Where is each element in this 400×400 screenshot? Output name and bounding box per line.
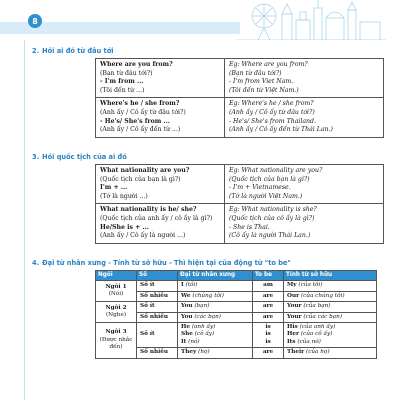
- table-row: [96, 348, 377, 358]
- person-name: Ngôi 2: [105, 304, 127, 311]
- column-header: To be: [253, 271, 284, 281]
- pattern-cell: [96, 59, 225, 98]
- possessive-cell: [284, 348, 377, 358]
- question-text: What nationality are you?: [100, 167, 190, 174]
- example-translation: (Tôi đến từ Việt Nam.): [229, 86, 299, 94]
- pronoun-cell: [178, 302, 253, 312]
- section-2-table: [95, 58, 384, 138]
- pronoun-vi: (họ): [198, 349, 210, 356]
- possessive-vi: (của chúng tôi): [300, 292, 345, 299]
- person-role: (Nói): [108, 291, 124, 298]
- translation-text: (Quốc tịch của bạn là gì?): [100, 175, 181, 183]
- answer-text: - I'm from ...: [100, 78, 144, 86]
- possessive-en: His: [287, 324, 298, 331]
- section-title: Đại từ nhân xưng - Tính từ sở hữu - Thì hiện tại của động từ "to be": [42, 259, 291, 267]
- pronoun-vi: (anh ấy): [191, 324, 216, 331]
- answer-text: He/She is + ...: [100, 223, 149, 231]
- number-cell: Số ít: [137, 281, 178, 291]
- translation-text: (Anh ấy / Cô ấy là người ...): [100, 232, 186, 240]
- answer-text: I'm + ...: [100, 184, 128, 192]
- example-translation: (Quốc tịch của bạn là gì?): [229, 175, 310, 183]
- translation-text: (Tớ là người ...): [100, 192, 148, 200]
- pattern-cell: [96, 204, 225, 243]
- question-text: Where are you from?: [100, 61, 173, 68]
- pronoun-cell: [178, 291, 253, 301]
- section-3-table: [95, 164, 384, 244]
- section-2-heading: [32, 47, 114, 55]
- person-role: (Được nhắc đến): [99, 336, 133, 351]
- pronoun-en: I: [181, 282, 184, 289]
- page-number: 8: [28, 14, 42, 28]
- column-header: Ngôi: [96, 271, 137, 281]
- section-number: 4.: [32, 259, 40, 267]
- table-row: [96, 312, 377, 322]
- city-skyline-illustration: [236, 0, 386, 40]
- question-text: Where's he / she from?: [100, 100, 180, 108]
- tobe-cell: are: [253, 291, 284, 301]
- pronoun-en: We: [181, 292, 191, 299]
- example-question: Eg: What nationality are you?: [229, 167, 323, 174]
- example-answer: - He's/ She's from Thailand.: [229, 117, 316, 125]
- tobe-cell: are: [253, 348, 284, 358]
- pronoun-vi: (chúng tôi): [192, 292, 224, 299]
- tobe-cell: are: [253, 302, 284, 312]
- example-translation: (Bạn từ đâu tới?): [229, 69, 282, 77]
- possessive-vi: (của anh ấy): [299, 324, 336, 331]
- page-header: [0, 0, 400, 44]
- table-header-row: [96, 271, 377, 281]
- table-row: [96, 281, 377, 291]
- example-question: Eg: What nationality is she?: [229, 206, 317, 214]
- possessive-cell: [284, 291, 377, 301]
- pronoun-en: You: [181, 313, 193, 320]
- question-text: What nationality is he/ she?: [100, 206, 197, 214]
- example-cell: [225, 204, 384, 243]
- table-row: [96, 59, 384, 98]
- section-3-heading: [32, 153, 127, 161]
- tobe-value: is: [265, 324, 271, 331]
- person-cell: [96, 281, 137, 302]
- table-row: [96, 323, 377, 348]
- translation-text: (Quốc tịch của anh ấy / cô ấy là gì?): [100, 214, 213, 222]
- tobe-value: is: [265, 338, 271, 345]
- example-cell: [225, 98, 384, 137]
- possessive-vi: (của tôi): [298, 282, 323, 289]
- section-number: 2.: [32, 47, 40, 55]
- table-row: [96, 98, 384, 137]
- answer-text: - He's/ She's from ...: [100, 117, 170, 125]
- translation-text: (Anh ấy / Cô ấy đến từ ...): [100, 126, 181, 134]
- person-cell: [96, 323, 137, 359]
- pronoun-en: You: [181, 303, 193, 310]
- pronoun-vi: (nó): [188, 338, 200, 345]
- person-name: Ngôi 3: [105, 329, 127, 336]
- pronoun-vi: (các bạn): [194, 313, 222, 320]
- number-cell: Số nhiều: [137, 348, 178, 358]
- possessive-en: My: [287, 282, 297, 289]
- pronoun-cell: [178, 348, 253, 358]
- pronoun-cell: [178, 312, 253, 322]
- person-role: (Nghe): [105, 312, 127, 319]
- example-translation: (Anh ấy / Cô ấy đến từ Thái Lan.): [229, 126, 333, 134]
- possessive-en: Her: [287, 331, 299, 338]
- example-translation: (Anh ấy / Cô ấy từ đâu tới?): [229, 108, 315, 116]
- tobe-cell: are: [253, 312, 284, 322]
- tobe-cell: [253, 323, 284, 348]
- possessive-en: Your: [287, 303, 302, 310]
- possessive-vi: (của cô ấy): [300, 331, 333, 338]
- section-number: 3.: [32, 153, 40, 161]
- possessive-cell: [284, 302, 377, 312]
- possessive-en: Its: [287, 338, 296, 345]
- section-4-heading: [32, 259, 291, 267]
- tobe-cell: am: [253, 281, 284, 291]
- pronoun-vi: (bạn): [194, 303, 210, 310]
- pattern-cell: [96, 165, 225, 204]
- example-translation: (Quốc tịch của cô ấy là gì?): [229, 214, 315, 222]
- example-translation: (Cô ấy là người Thái Lan.): [229, 232, 311, 240]
- table-row: [96, 302, 377, 312]
- example-question: Eg: Where are you from?: [229, 61, 308, 68]
- pronoun-en: She: [181, 331, 193, 338]
- pronoun-en: He: [181, 324, 190, 331]
- pronoun-table: [95, 270, 377, 359]
- person-cell: [96, 302, 137, 323]
- example-answer: - I'm + Vietnamese.: [229, 184, 291, 192]
- possessive-vi: (của nó): [297, 338, 321, 345]
- section-title: Hỏi ai đó từ đâu tới: [42, 47, 114, 55]
- example-answer: - She is Thai.: [229, 223, 270, 231]
- column-header: Tính từ sở hữu: [284, 271, 377, 281]
- number-cell: Số nhiều: [137, 291, 178, 301]
- number-cell: Số ít: [137, 323, 178, 348]
- section-title: Hỏi quốc tịch của ai đó: [42, 153, 127, 161]
- column-header: Đại từ nhân xưng: [178, 271, 253, 281]
- translation-text: (Anh ấy / Cô ấy từ đâu tới?): [100, 108, 186, 116]
- example-cell: [225, 165, 384, 204]
- possessive-en: Their: [287, 349, 305, 356]
- table-row: [96, 204, 384, 243]
- tobe-value: is: [265, 331, 271, 338]
- pronoun-en: It: [181, 338, 187, 345]
- pronoun-vi: (tôi): [185, 282, 198, 289]
- pattern-cell: [96, 98, 225, 137]
- possessive-cell: [284, 312, 377, 322]
- example-translation: (Tớ là người Việt Nam.): [229, 192, 303, 200]
- number-cell: Số ít: [137, 302, 178, 312]
- column-header: Số: [137, 271, 178, 281]
- number-cell: Số nhiều: [137, 312, 178, 322]
- pronoun-en: They: [181, 349, 197, 356]
- translation-text: (Tôi đến từ ...): [100, 86, 145, 94]
- person-name: Ngôi 1: [105, 283, 127, 290]
- example-answer: - I'm from Viet Nam.: [229, 78, 294, 86]
- example-question: Eg: Where's he / she from?: [229, 100, 314, 108]
- translation-text: (Bạn từ đâu tới?): [100, 69, 153, 77]
- possessive-vi: (của các bạn): [303, 313, 343, 320]
- table-row: [96, 291, 377, 301]
- table-row: [96, 165, 384, 204]
- pronoun-cell: [178, 323, 253, 348]
- possessive-en: Your: [287, 313, 302, 320]
- possessive-cell: [284, 323, 377, 348]
- possessive-vi: (của họ): [305, 349, 330, 356]
- pronoun-vi: (cô ấy): [194, 331, 215, 338]
- possessive-en: Our: [287, 292, 300, 299]
- pronoun-cell: [178, 281, 253, 291]
- example-cell: [225, 59, 384, 98]
- possessive-vi: (của bạn): [303, 303, 331, 310]
- possessive-cell: [284, 281, 377, 291]
